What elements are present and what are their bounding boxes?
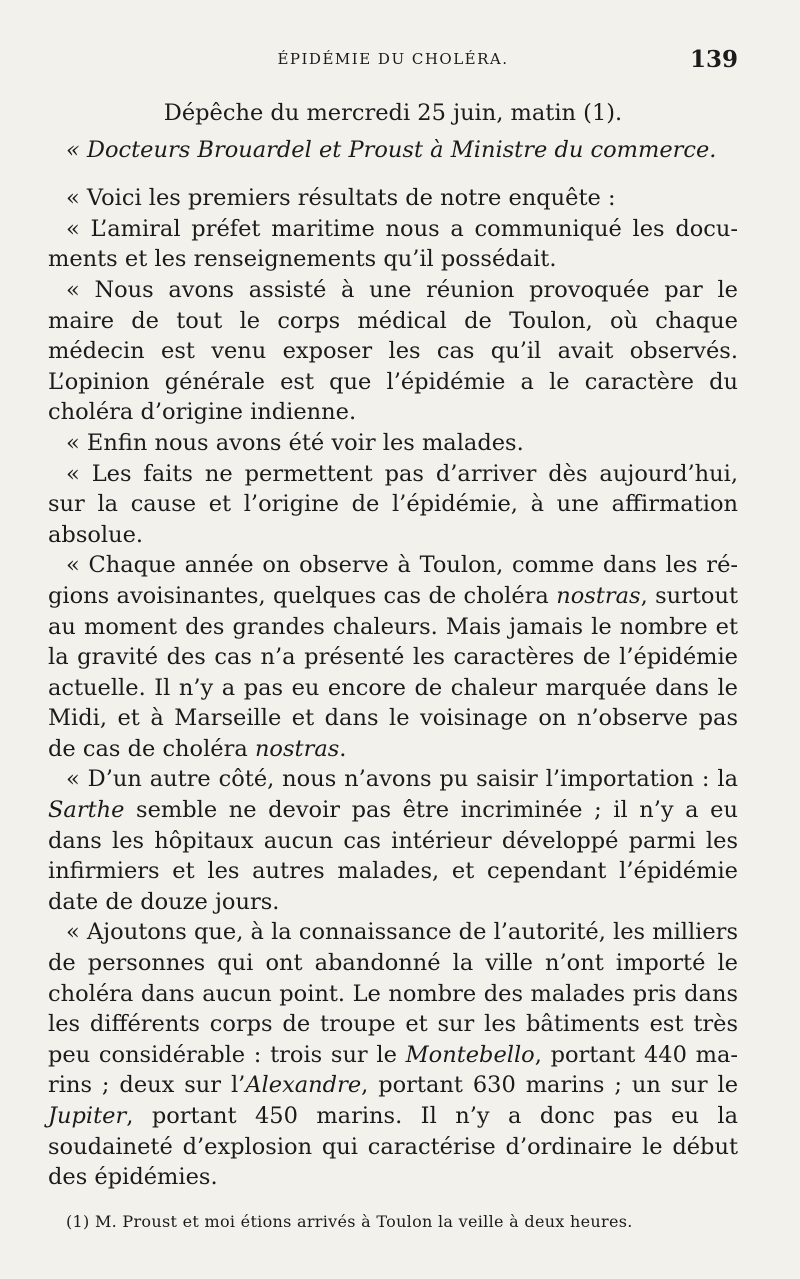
paragraph-text: « Chaque année on observe à Toulon, comme dans les régions avoisinantes, quelques cas de choléra — [48, 552, 738, 609]
ship-name: Sarthe — [48, 797, 125, 824]
footnote: (1) M. Proust et moi étions arrivés à Toulon la veille à deux heures. — [66, 1212, 633, 1231]
italic-term: nostras — [556, 582, 641, 609]
paragraph-8 — [48, 917, 738, 1192]
paragraph-text: « L’amiral préfet maritime nous a communiqué les documents et les renseignements qu’il possédait. — [48, 215, 738, 273]
running-head — [48, 46, 738, 76]
paragraph-3 — [48, 275, 738, 428]
page-number: 139 — [689, 46, 738, 73]
dispatch-from-to-text: « Docteurs Brouardel et Proust à Ministre du commerce. — [66, 136, 717, 163]
paragraph-2 — [48, 214, 738, 275]
paragraph-text: . — [339, 735, 347, 762]
paragraph-text: , portant 440 marins ; deux sur l’ — [48, 1041, 738, 1099]
ship-name: Jupiter — [48, 1103, 127, 1129]
paragraph-text: « Nous avons assisté à une réunion provoquée par le maire de tout le corps médical de Toulon, où chaque médecin est venu exposer les cas qu’il avait observés. L’opinion générale est que l’épidémie a le caractère du choléra d’origine indienne. — [48, 276, 738, 426]
paragraph-text: « Voici les premiers résultats de notre enquête : — [66, 185, 616, 212]
ship-name: Montebello — [405, 1041, 535, 1068]
body-text — [48, 98, 738, 1193]
ship-name: Alexandre — [245, 1072, 362, 1099]
paragraph-5 — [48, 459, 738, 551]
paragraph-text: semble ne devoir pas être incriminée ; il n’y a eu dans les hôpitaux aucun cas intérieur développé parmi les infirmiers et les autres malades, et cependant l’épidémie date de douze jours. — [48, 797, 738, 915]
paragraph-7 — [48, 764, 738, 917]
dispatch-heading: Dépêche du mercredi 25 juin, matin (1). — [163, 100, 623, 126]
italic-term: nostras — [254, 735, 340, 762]
paragraph-1 — [48, 183, 738, 214]
paragraph-text: « D’un autre côté, nous n’avons pu saisir l’importation : la — [66, 766, 738, 793]
dispatch-from-to — [48, 135, 738, 166]
running-title: ÉPIDÉMIE DU CHOLÉRA. — [277, 50, 509, 68]
paragraph-4 — [48, 428, 738, 459]
paragraph-text: « Ajoutons que, à la connaissance de l’autorité, les milliers de personnes qui ont abandonné la ville n’ont importé le choléra dans aucun point. Le nombre des malades pris dans les différents corps de troupe et sur les bâtiments est très peu considérable : trois sur le — [48, 919, 738, 1068]
paragraph-text: , portant 450 marins. Il n’y a donc pas eu la soudaineté d’explosion qui caractérise d’ordinaire le début des épidémies. — [48, 1103, 738, 1191]
paragraph-text: , surtout au moment des grandes chaleurs. Mais jamais le nombre et la gravité des cas n’a présenté les caractères de l’épidémie actuelle. Il n’y a pas eu encore de chaleur marquée dans le Midi, et à Marseille et dans le voisinage on n’observe pas de cas de choléra — [48, 582, 739, 762]
paragraph-text: , portant 630 marins ; un sur le — [361, 1072, 739, 1099]
paragraph-text: « Les faits ne permettent pas d’arriver dès aujourd’hui, sur la cause et l’origine de l’épidémie, à une affirmation absolue. — [48, 460, 738, 548]
paragraph-6 — [48, 550, 738, 764]
paragraph-text: « Enfin nous avons été voir les malades. — [66, 429, 524, 456]
